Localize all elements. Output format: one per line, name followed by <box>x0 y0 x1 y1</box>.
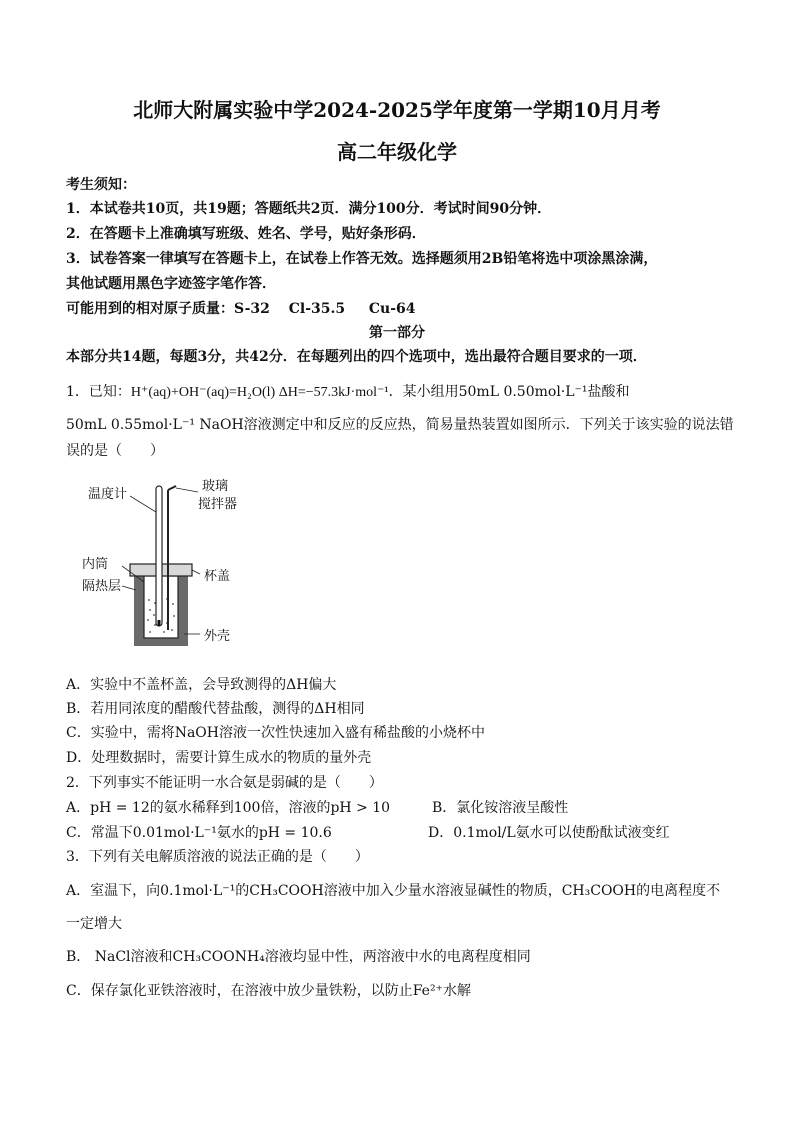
q1-option-d: D．处理数据时，需要计算生成水的物质的量外壳 <box>66 750 372 766</box>
q1-equation: H⁺(aq)+OH⁻(aq)=H₂O(l) ΔH=−57.3kJ·mol⁻¹ <box>130 385 389 400</box>
q1-lead: 1．已知： <box>66 384 131 400</box>
label-thermometer: 温度计 <box>88 487 128 502</box>
notice-item-1: 1．本试卷共10页，共19题；答题纸共2页．满分100分．考试时间90分钟． <box>66 201 552 217</box>
q3-stem: 3．下列有关电解质溶液的说法正确的是（ ） <box>66 849 369 865</box>
label-shell: 外壳 <box>204 629 231 644</box>
notice-item-3: 3．试卷答案一律填写在答题卡上，在试卷上作答无效。选择题须用2B铅笔将选中项涂黑涂满， <box>66 251 658 267</box>
thermometer-shape <box>156 486 162 626</box>
label-stirrer-1: 玻璃 <box>202 479 229 494</box>
atomic-mass-line: 可能用到的相对原子质量：S-32 Cl-35.5 Cu-64 <box>66 301 416 317</box>
q2-option-a: A．pH = 12的氨水稀释到100倍，溶液的pH > 10 <box>66 800 391 816</box>
q2-option-d: D．0.1mol/L氨水可以使酚酞试液变红 <box>428 825 670 841</box>
q3-option-b: B． NaCl溶液和CH₃COONH₄溶液均显中性，两溶液中水的电离程度相同 <box>66 949 531 965</box>
exam-subtitle: 高二年级化学 <box>337 140 457 164</box>
part1-title: 第一部分 <box>369 325 425 341</box>
q2-option-b: B．氯化铵溶液呈酸性 <box>432 800 569 816</box>
q3-option-a-line1: A．室温下，向0.1mol·L⁻¹的CH₃COOH溶液中加入少量水溶液显碱性的物质，CH₃COOH的电离程度不 <box>66 883 721 899</box>
notice-item-2: 2．在答题卡上准确填写班级、姓名、学号，贴好条形码． <box>66 226 426 242</box>
q1-stem-line2: 50mL 0.55mol·L⁻¹ NaOH溶液测定中和反应的反应热，简易量热装置如图所示．下列关于该实验的说法错 <box>66 417 734 433</box>
exam-title: 北师大附属实验中学2024-2025学年度第一学期10月月考 <box>133 98 661 122</box>
q1-option-a: A．实验中不盖杯盖，会导致测得的ΔH偏大 <box>66 677 337 693</box>
label-inner-cup: 内筒 <box>82 557 109 572</box>
calorimeter-figure <box>80 470 270 660</box>
label-lid: 杯盖 <box>204 569 231 584</box>
part1-intro: 本部分共14题，每题3分，共42分．在每题列出的四个选项中，选出最符合题目要求的一项． <box>66 349 647 365</box>
q2-stem: 2．下列事实不能证明一水合氨是弱碱的是（ ） <box>66 775 383 791</box>
q1-option-b: B．若用同浓度的醋酸代替盐酸，测得的ΔH相同 <box>66 701 365 717</box>
q1-after-equation: ．某小组用50mL 0.50mol·L⁻¹盐酸和 <box>388 384 630 400</box>
label-insulation: 隔热层 <box>82 579 122 594</box>
q3-option-c: C．保存氯化亚铁溶液时，在溶液中放少量铁粉，以防止Fe²⁺水解 <box>66 983 471 999</box>
notice-item-4: 其他试题用黑色字迹签字笔作答． <box>66 276 276 292</box>
label-stirrer-2: 搅拌器 <box>198 497 238 512</box>
notice-heading: 考生须知： <box>66 177 136 193</box>
q1-stem-line3: 误的是（ ） <box>66 443 164 459</box>
q2-option-c: C．常温下0.01mol·L⁻¹氨水的pH = 10.6 <box>66 825 332 841</box>
q1-option-c: C．实验中，需将NaOH溶液一次性快速加入盛有稀盐酸的小烧杯中 <box>66 725 485 741</box>
q1-stem-line1 <box>66 383 630 402</box>
q3-option-a-line2: 一定增大 <box>66 916 122 932</box>
